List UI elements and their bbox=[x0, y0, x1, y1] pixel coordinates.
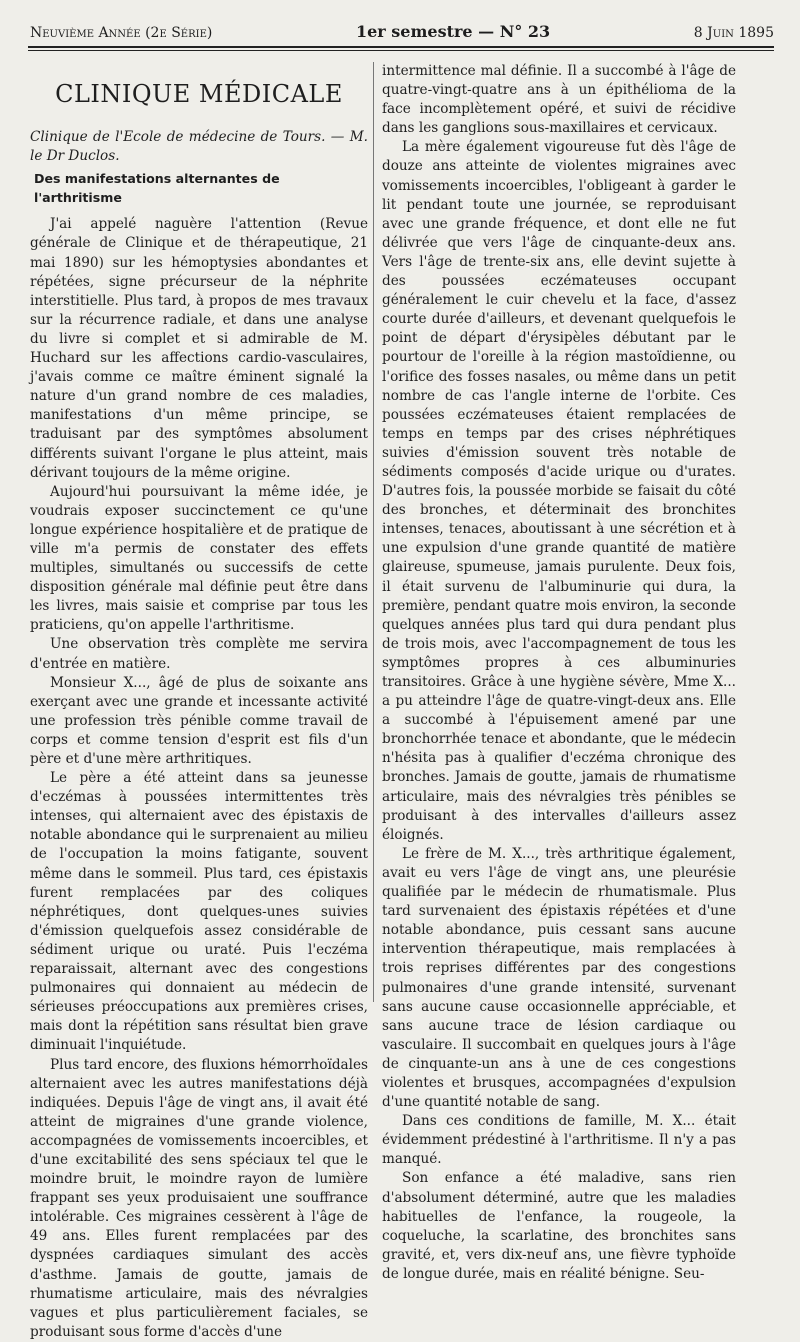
paragraph: Son enfance a été maladive, sans rien d'absolument déterminé, autre que les maladies habituelles de l'enfance, la rougeole, la coqueluche, la scarlatine, des bronchites sans gravité, et, vers dix-neuf ans, une fièvre typhoïde de longue durée, mais en réalité bénigne. Seu- bbox=[382, 1170, 736, 1282]
paragraph: Monsieur X..., âgé de plus de soixante ans exerçant avec une grande et incessante activité une profession très pénible comme travail de corps et comme tension d'esprit est fils d'un père et d'une mère arthritiques. bbox=[30, 674, 368, 767]
left-column bbox=[30, 64, 368, 1340]
paragraph: Aujourd'hui poursuivant la même idée, je voudrais exposer succinctement ce qu'une longue expérience hospitalière et de pratique de ville m'a permis de constater des effets multiples, simultanés ou successifs de cette disposition générale mal définie peut être dans les livres, mais saisie et comprise par tous les praticiens, qu'on appelle l'arthritisme. bbox=[30, 483, 368, 634]
header-rule-thin bbox=[28, 50, 774, 51]
paragraph-continued: intermittence mal définie. Il a succombé à l'âge de quatre-vingt-quatre ans à un épithélioma de la face incomplètement opéré, et suivi de récidive dans les ganglions sous-maxillaires et cervicaux. bbox=[382, 63, 736, 137]
paragraph: Dans ces conditions de famille, M. X... était évidemment prédestiné à l'arthritisme. Il n'y a pas manqué. bbox=[382, 1113, 736, 1168]
running-header bbox=[30, 22, 774, 46]
paragraph: J'ai appelé naguère l'attention (Revue générale de Clinique et de thérapeutique, 21 mai 1890) sur les hémoptysies abondantes et répétées, signe précurseur de la néphrite interstitielle. Plus tard, à propos de mes travaux sur la récurrence radiale, et dans une analyse du livre si complet et si admirable de M. Huchard sur les affections cardio-vasculaires, j'avais comme ce maître éminent signalé la nature d'un grand nombre de ces maladies, manifestations d'un même principe, se traduisant par des symptômes absolument différents suivant l'organe le plus atteint, mais dérivant toujours de la même origine. bbox=[30, 216, 368, 481]
header-date: 8 Juin 1895 bbox=[693, 25, 774, 41]
paragraph: La mère également vigoureuse fut dès l'âge de douze ans atteinte de violentes migraines avec vomissements incoercibles, l'obligeant à garder le lit pendant toute une journée, se reproduisant avec une grande fréquence, et dont elle ne fut délivrée que vers l'âge de cinquante-deux ans. Vers l'âge de trente-six ans, elle devint sujette à des poussées eczémateuses occupant généralement le cuir chevelu et la face, d'assez courte durée d'ailleurs, et devenant quelquefois le point de départ d'érysipèles débutant par le pourtour de l'oreille à la région mastoïdienne, ou l'orifice des fosses nasales, ou même dans un petit nombre de cas l'angle interne de l'orbite. Ces poussées eczémateuses étaient remplacées de temps en temps par des crises néphrétiques suivies d'émission souvent très notable de sédiments composés d'acide urique ou d'urates. D'autres fois, la poussée morbide se faisait du côté des bronches, et déterminait des bronchites intenses, tenaces, aboutissant à une sécrétion et à une expulsion d'une grande quantité de matière glaireuse, spumeuse, jamais purulente. Deux fois, il était survenu de l'albuminurie qui dura, la première, pendant quatre mois environ, la seconde quelques années plus tard qui dura pendant plus de trois mois, avec l'accompagnement de tous les symptômes propres à ces albuminuries transitoires. Grâce à une hygiène sévère, Mme X... a pu atteindre l'âge de quatre-vingt-deux ans. Elle a succombé à l'épuisement amené par une bronchorrhée tenace et abondante, que le médecin n'hésita pas à qualifier d'eczéma chronique des bronches. Jamais de goutte, jamais de rhumatisme articulaire, mais des névralgies très pénibles se produisant à des intervalles d'ailleurs assez éloignés. bbox=[382, 139, 736, 843]
paragraph: Le frère de M. X..., très arthritique également, avait eu vers l'âge de vingt ans, une pleurésie qualifiée par le médecin de rhumatismale. Plus tard survenaient des épistaxis répétées et d'une notable abondance, puis cessant sans aucune intervention thérapeutique, mais remplacées à trois reprises différentes par des congestions pulmonaires d'une grande intensité, survenant sans aucune cause occasionnelle appréciable, et sans aucune trace de lésion cardiaque ou vasculaire. Il succombait en quelques jours à l'âge de cinquante-un ans à une de ces congestions violentes et brusques, accompagnées d'expulsion d'une quantité notable de sang. bbox=[382, 845, 736, 1111]
right-column bbox=[382, 62, 736, 1282]
header-issue: 1er semestre — N° 23 bbox=[355, 22, 551, 41]
article-title: CLINIQUE MÉDICALE bbox=[55, 80, 343, 108]
paragraph: Une observation très complète me servira d'entrée en matière. bbox=[30, 636, 368, 672]
header-rule-thick bbox=[28, 46, 774, 48]
header-volume: Neuvième Année (2e Série) bbox=[30, 25, 213, 41]
paragraph: Le père a été atteint dans sa jeunesse d'eczémas à poussées intermittentes très intenses, qui alternaient avec des épistaxis de notable abondance qui le surprenaient au milieu de l'occupation la moins fatigante, souvent même dans le sommeil. Plus tard, ces épistaxis furent remplacées par des coliques néphrétiques, dont quelques-unes suivies d'émission quelquefois assez considérable de sédiment urique ou uraté. Puis l'eczéma reparaissait, alternant avec des congestions pulmonaires qui donnaient au médecin de sérieuses préoccupations aux premières crises, mais dont la répétition sans résultat bien grave diminuait l'inquiétude. bbox=[30, 770, 368, 1054]
paragraph: Plus tard encore, des fluxions hémorrhoïdales alternaient avec les autres manifestations déjà indiquées. Depuis l'âge de vingt ans, il avait été atteint de migraines d'une grande violence, accompagnées de vomissements incoercibles, et d'une excitabilité des sens spéciaux tel que le moindre bruit, le moindre rayon de lumière frappant ses yeux produisaient une souffrance intolérable. Ces migraines cessèrent à l'âge de 49 ans. Elles furent remplacées par des dyspnées cardiaques simulant des accès d'asthme. Jamais de goutte, jamais de rhumatisme articulaire, mais des névralgies vagues et plus particulièrement faciales, se produisant sous forme d'accès d'une bbox=[30, 1056, 368, 1340]
article-subtitle: Clinique de l'Ecole de médecine de Tours. — M. le Dr Duclos. bbox=[30, 129, 368, 165]
section-heading: Des manifestations alternantes de l'arthritisme bbox=[34, 171, 280, 206]
column-divider bbox=[373, 62, 374, 1002]
